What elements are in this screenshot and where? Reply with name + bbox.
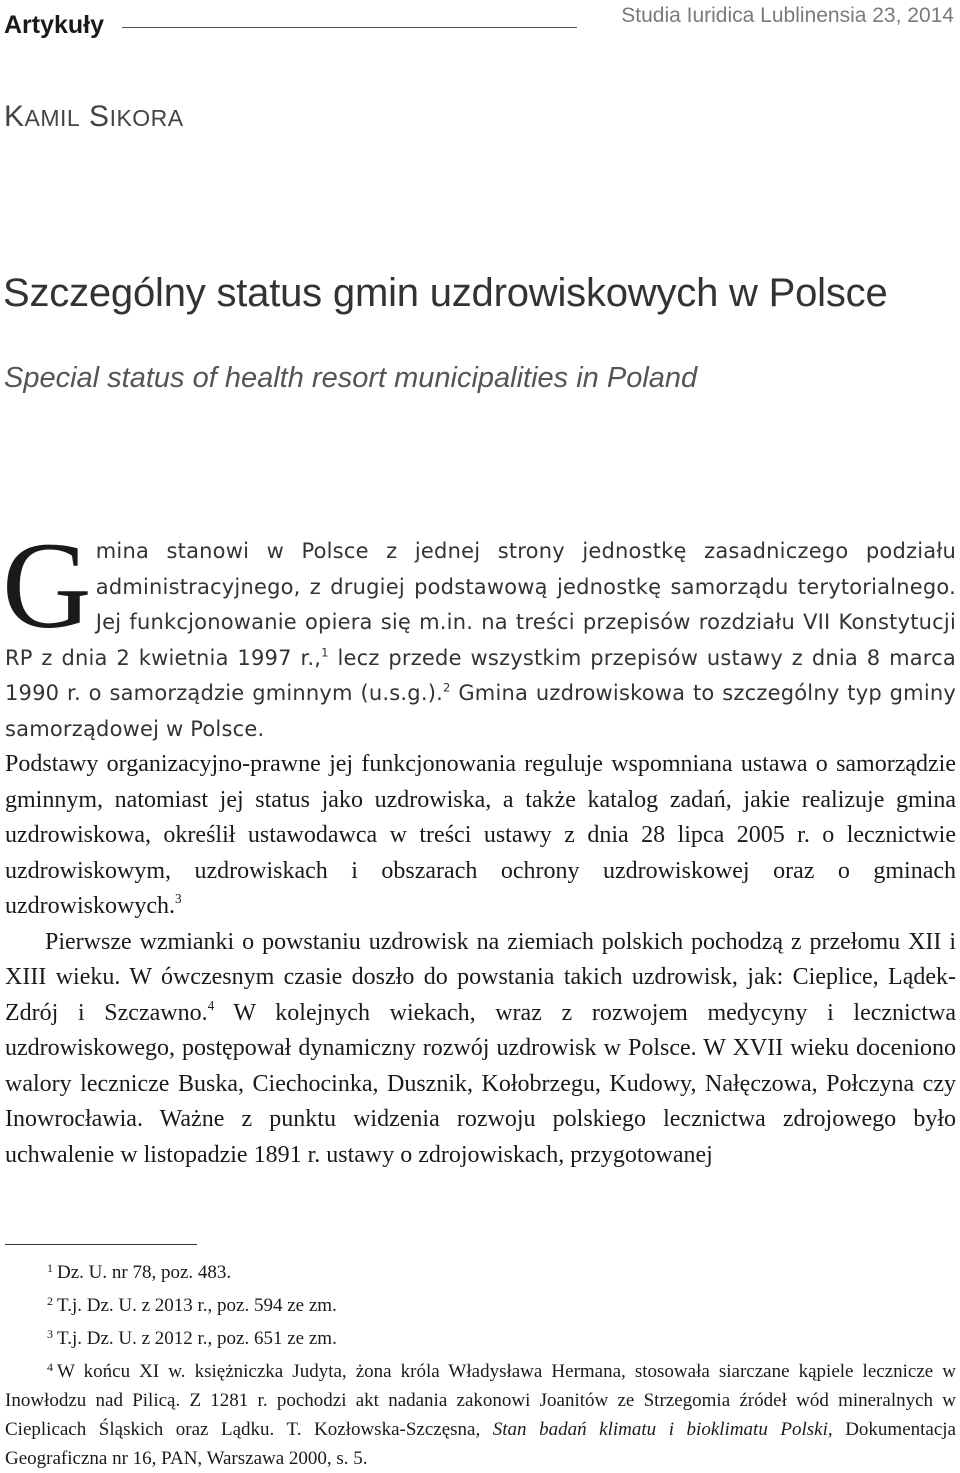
drop-cap: G (2, 517, 92, 654)
article-body (2, 517, 957, 1173)
paragraph-2 (5, 925, 956, 1174)
author-first-rest: AMIL (24, 105, 81, 131)
footnote-ref-3[interactable]: 3 (174, 891, 182, 907)
footnote-ref-1[interactable]: 1 (321, 644, 329, 659)
paragraph-2-text-b: W kolejnych wiekach, wraz z rozwojem medycyny i lecznictwa uzdrowiskowego, postępował dynamiczny rozwój uzdrowisk w Polsce. W XVII wieku doceniono walory lecznicze Buska, Ciechocinka, Dusznik, Kołobrzegu, Kudowy, Nałęczowa, Połczyna czy Inowrocławia. Ważne z punktu widzenia rozwoju polskiego lecznictwa zdrojowego było uchwalenie w listopadzie 1891 r. ustawy o zdrojowiskach, przygotowanej (5, 999, 957, 1168)
footnote-separator (5, 1244, 197, 1245)
footnote-text-after: , Dokumentacja Geograficzna nr 16, PAN, Warszawa 2000, s. 5. (5, 1419, 956, 1469)
paragraph-1-text-d: Podstawy organizacyjno-prawne jej funkcjonowania reguluje wspomniana ustawa o samorządzie gminnym, natomiast jej status jako uzdrowiska, a także katalog zadań, jakie realizuje gmina uzdrowiskowa, określił ustawodawca w treści ustawy z dnia 28 lipca 2005 r. o lecznictwie uzdrowiskowym, uzdrowiskach i obszarach ochrony uzdrowiskowej oraz o gminach uzdrowiskowych. (5, 751, 956, 919)
author-last-initial: S (89, 100, 110, 133)
footnotes (5, 1254, 956, 1473)
footnote-number: 1 (47, 1261, 53, 1275)
paragraph-1-continued (5, 747, 956, 925)
journal-name: Studia Iuridica Lublinensia 23, 2014 (621, 4, 954, 27)
paragraph-1-text-c: Gmina uzdrowiskowa to szczególny typ gminy samorządowej w Polsce. (5, 681, 957, 741)
author-name (4, 100, 184, 134)
header-rule (122, 27, 577, 28)
paragraph-1-text-b: lecz przede wszystkim przepisów ustawy z dnia 8 marca 1990 r. o samorządzie gminnym (u.s.g.). (5, 645, 956, 705)
footnote-ref-2[interactable]: 2 (442, 680, 451, 695)
footnote (5, 1254, 956, 1287)
footnote-number: 3 (47, 1327, 53, 1341)
paragraph-2-text-a: Pierwsze wzmianki o powstaniu uzdrowisk na ziemiach polskich pochodzą z przełomu XII i XIII wieku. W ówczesnym czasie doszło do powstania takich uzdrowisk, jak: Cieplice, Lądek-Zdrój i Szczawno. (5, 928, 956, 1026)
footnote-text: T.j. Dz. U. z 2012 r., poz. 651 ze zm. (57, 1328, 337, 1349)
footnote-ref-4[interactable]: 4 (207, 997, 215, 1013)
author-last-rest: IKORA (109, 105, 184, 131)
footnote-number: 4 (47, 1360, 53, 1374)
paragraph-1 (2, 517, 957, 747)
footnote-text: Dz. U. nr 78, poz. 483. (57, 1262, 232, 1283)
footnote (5, 1353, 956, 1473)
section-label: Artykuły (4, 11, 105, 39)
footnote-text: T.j. Dz. U. z 2013 r., poz. 594 ze zm. (57, 1295, 337, 1316)
article-title: Szczególny status gmin uzdrowiskowych w Polsce (3, 271, 888, 315)
footnote-text: W końcu XI w. księżniczka Judyta, żona króla Władysława Hermana, stosowała siarczane kąpiele lecznicze w Inowłodzu nad Pilicą. Z 1281 r. pochodzi akt nadania zakonowi Joanitów ze Strzegomia źródeł wód mineralnych w Cieplicach Śląskich oraz Lądku. T. Kozłowska-Szczęsna, (5, 1361, 956, 1440)
author-first-initial: K (4, 100, 25, 133)
page-header (0, 0, 960, 50)
footnote-number: 2 (47, 1294, 53, 1308)
paragraph-1-text-a: mina stanowi w Polsce z jednej strony jednostkę zasadniczego podziału administracyjnego, z drugiej podstawową jednostkę samorządu terytorialnego. Jej funkcjonowanie opiera się m.in. na treści przepisów rozdziału VII Konstytucji RP z dnia 2 kwietnia 1997 r., (5, 539, 956, 670)
article-subtitle-english: Special status of health resort municipalities in Poland (4, 362, 698, 394)
footnote (5, 1320, 956, 1353)
footnote (5, 1287, 956, 1320)
footnote-cited-title: Stan badań klimatu i bioklimatu Polski (492, 1419, 828, 1440)
